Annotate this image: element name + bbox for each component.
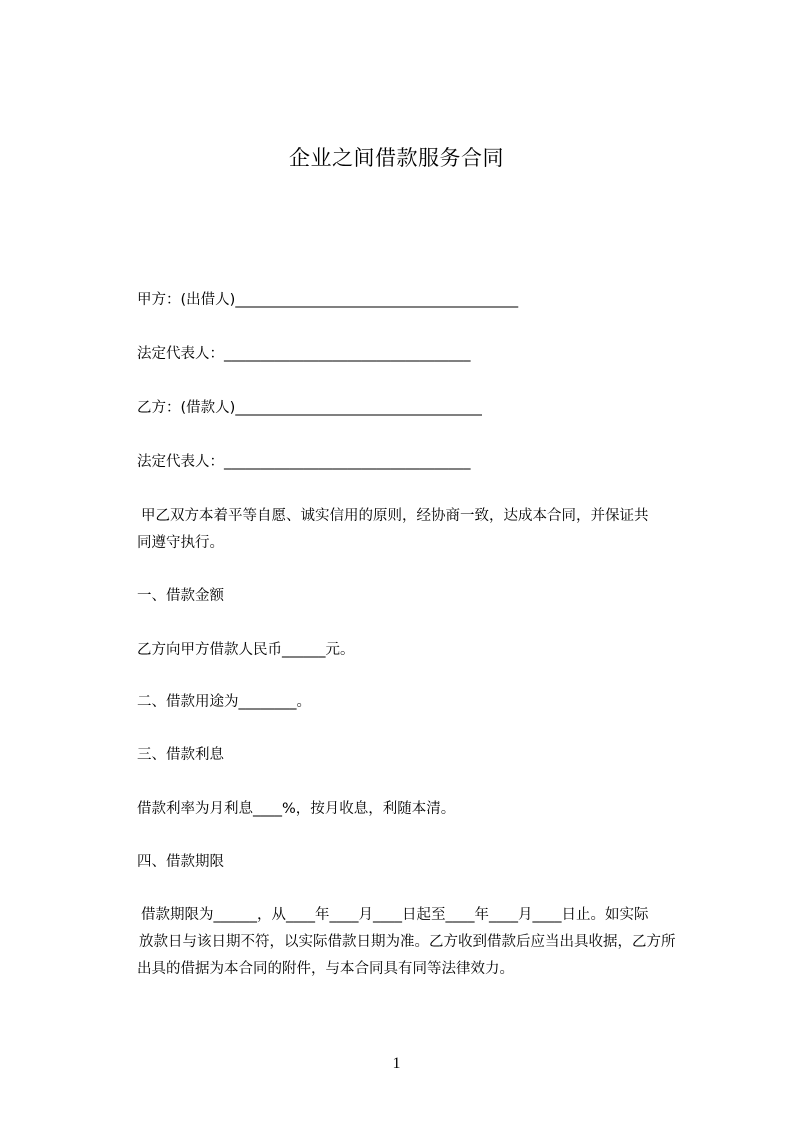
- page-number: 1: [392, 1055, 401, 1072]
- section-4-body-line-3: 出具的借据为本合同的附件，与本合同具有同等法律效力。: [137, 961, 514, 977]
- party-b-line: 乙方：(借款人)__________________________________: [137, 400, 482, 416]
- party-a-line: 甲方：(出借人)_______________________________________: [137, 292, 519, 308]
- section-3-heading: 三、借款利息: [137, 747, 224, 763]
- section-4-heading: 四、借款期限: [137, 854, 224, 870]
- document-title: 企业之间借款服务合同: [289, 146, 504, 170]
- intro-paragraph-line-2: 同遵守执行。: [137, 535, 224, 551]
- party-a-representative-line: 法定代表人：__________________________________: [137, 346, 471, 362]
- section-1-body: 乙方向甲方借款人民币______元。: [137, 642, 355, 658]
- section-2-heading: 二、借款用途为________。: [137, 694, 311, 710]
- section-3-body: 借款利率为月利息____%，按月收息，利随本清。: [137, 801, 456, 817]
- section-4-body-line-2: 放款日与该日期不符，以实际借款日期为准。乙方收到借款后应当出具收据，乙方所: [139, 934, 676, 950]
- intro-paragraph-line-1: 甲乙双方本着平等自愿、诚实信用的原则，经协商一致，达成本合同，并保证共: [141, 508, 649, 524]
- section-1-heading: 一、借款金额: [137, 588, 224, 604]
- party-b-representative-line: 法定代表人：__________________________________: [137, 454, 471, 470]
- section-4-body-line-1: 借款期限为______，从____年____月____日起至____年____月____日止。如实际: [141, 907, 649, 923]
